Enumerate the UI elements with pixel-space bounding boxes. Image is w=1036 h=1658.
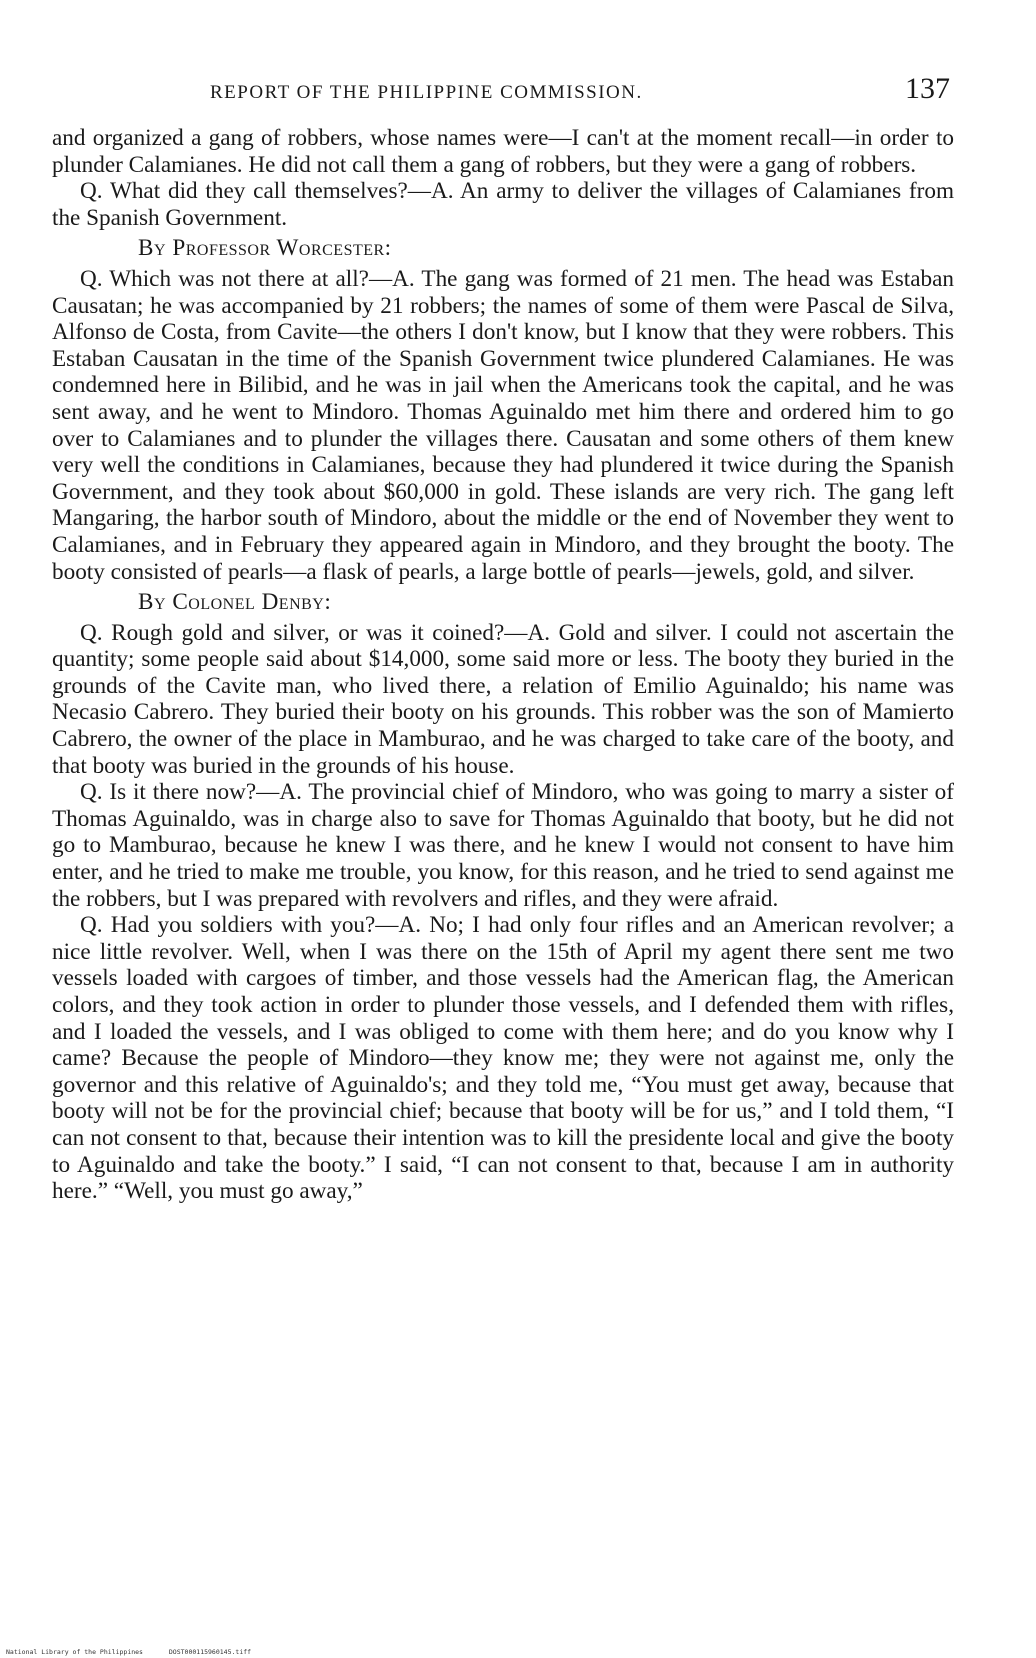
paragraph: Q. Rough gold and silver, or was it coined?—A. Gold and silver. I could not ascertain the quantity; some people said about $14,000, some said more or less. The booty they buried in the grounds of the Cavite man, who lived there, a relation of Emilio Aguinaldo; his name was Necasio Cabrero. They buried their booty on his grounds. This robber was the son of Mamierto Cabrero, the owner of the place in Mamburao, and he was charged to take care of the booty, and that booty was buried in the grounds of his house.	[52, 619, 954, 779]
paragraph: Q. Had you soldiers with you?—A. No; I had only four rifles and an American revolver; a nice little revolver. Well, when I was there on the 15th of April my agent there sent me two vessels loaded with cargoes of timber, and those vessels had the American flag, the American colors, and they took action in order to plunder those vessels, and I defended them with rifles, and I loaded the vessels, and I was obliged to come with them here; and do you know why I came? Because the people of Mindoro—they know me; they were not against me, only the governor and this relative of Aguinaldo's; and they told me, “You must get away, because that booty will not be for the provincial chief; because that booty will be for us,” and I told them, “I can not consent to that, because their intention was to kill the presidente local and give the booty to Aguinaldo and take the booty.” I said, “I can not consent to that, because I am in authority here.” “Well, you must go away,”	[52, 912, 954, 1205]
speaker-heading: By Professor Worcester:	[138, 235, 392, 262]
page-number: 137	[905, 72, 950, 105]
footer-filename: DOST000115960145.tiff	[168, 1648, 252, 1656]
paragraph: and organized a gang of robbers, whose names were—I can't at the moment recall—in order to plunder Calamianes. He did not call them a gang of robbers, but they were a gang of robbers.	[52, 125, 954, 178]
paragraph: Q. What did they call themselves?—A. An army to deliver the villages of Calamianes from the Spanish Government.	[52, 178, 954, 231]
speaker-heading: By Colonel Denby:	[138, 589, 332, 616]
paragraph: Q. Is it there now?—A. The provincial chief of Mindoro, who was going to marry a sister of Thomas Aguinaldo, was in charge also to save for Thomas Aguinaldo that booty, but he did not go to Mamburao, because he knew I was there, and he knew I would not consent to have him enter, and he tried to make me trouble, you know, for this reason, and he tried to send against me the robbers, but I was prepared with revolvers and rifles, and they were afraid.	[52, 779, 954, 912]
running-head: REPORT OF THE PHILIPPINE COMMISSION.	[210, 82, 643, 103]
scan-footer	[6, 1648, 273, 1656]
paragraph: Q. Which was not there at all?—A. The gang was formed of 21 men. The head was Estaban Causatan; he was accompanied by 21 robbers; the names of some of them were Pascal de Silva, Alfonso de Costa, from Cavite—the others I don't know, but I know that they were robbers. This Estaban Causatan in the time of the Spanish Government twice plundered Calamianes. He was condemned here in Bilibid, and he was in jail when the Americans took the capital, and he was sent away, and he went to Mindoro. Thomas Aguinaldo met him there and ordered him to go over to Calamianes and to plunder the villages there. Causatan and some others of them knew very well the conditions in Calamianes, because they had plundered it twice during the Spanish Government, and they took about $60,000 in gold. These islands are very rich. The gang left Mangaring, the harbor south of Mindoro, about the middle or the end of November they went to Calamianes, and in February they appeared again in Mindoro, and they brought the booty. The booty consisted of pearls—a flask of pearls, a large bottle of pearls—jewels, gold, and silver.	[52, 265, 954, 585]
body-text	[52, 125, 954, 1205]
footer-source: National Library of the Philippines	[6, 1648, 143, 1656]
page-header	[210, 72, 950, 112]
